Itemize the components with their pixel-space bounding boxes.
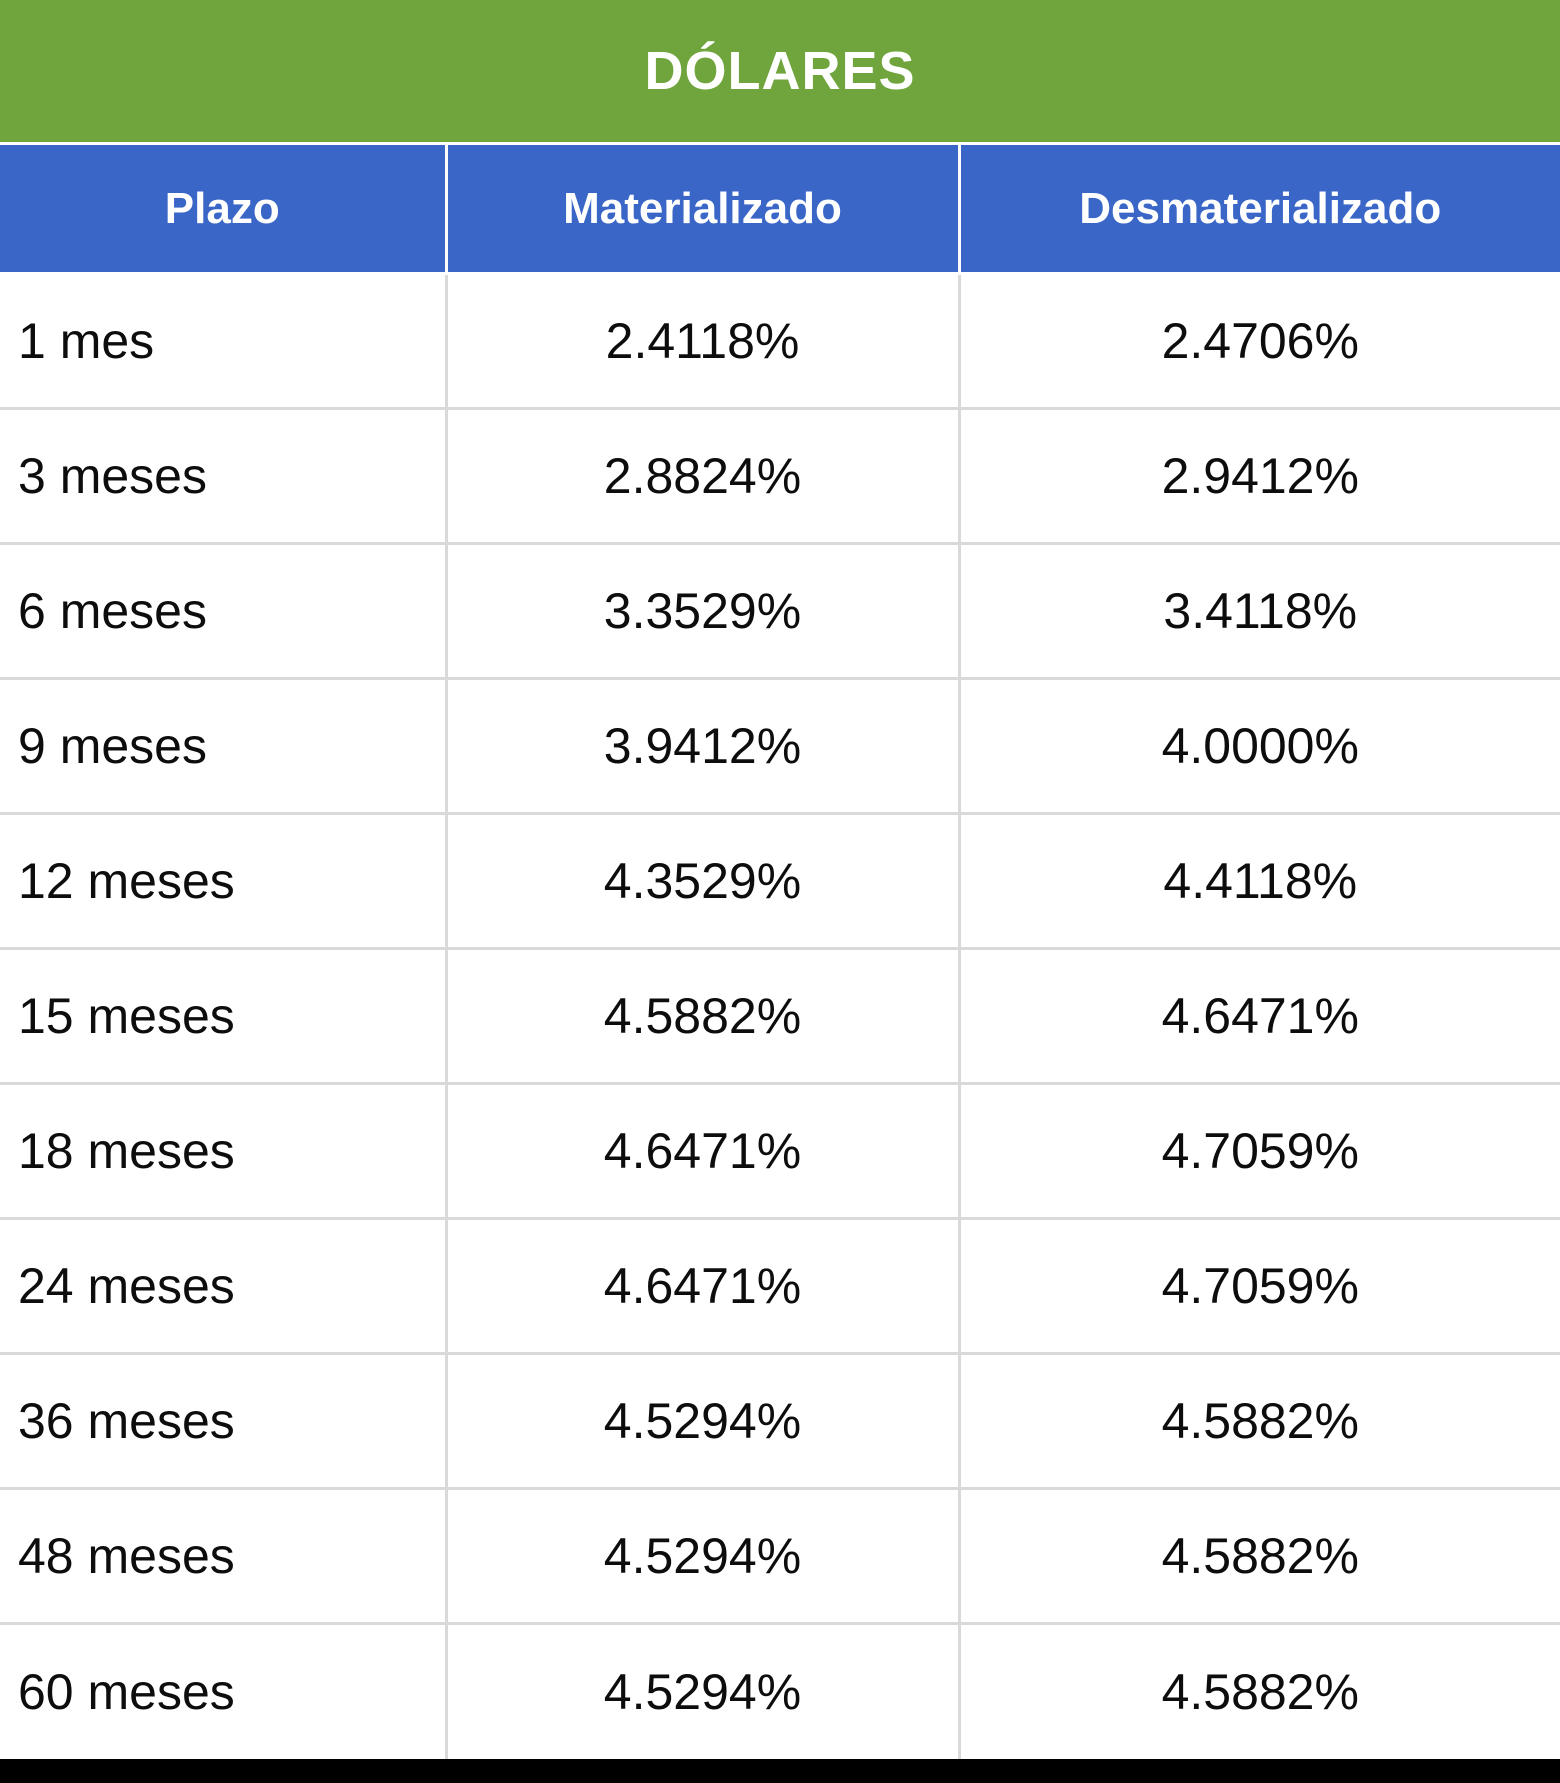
table-row bbox=[0, 1084, 1560, 1219]
cell-desmaterializado: 4.5882% bbox=[959, 1354, 1560, 1489]
cell-materializado: 4.6471% bbox=[446, 1219, 959, 1354]
cell-desmaterializado: 4.0000% bbox=[959, 679, 1560, 814]
cell-desmaterializado: 3.4118% bbox=[959, 544, 1560, 679]
table-row bbox=[0, 409, 1560, 544]
cell-desmaterializado: 4.6471% bbox=[959, 949, 1560, 1084]
table-title-header bbox=[0, 0, 1560, 144]
table-row bbox=[0, 1219, 1560, 1354]
cell-desmaterializado: 4.5882% bbox=[959, 1624, 1560, 1759]
cell-plazo: 3 meses bbox=[0, 409, 446, 544]
cell-desmaterializado: 4.5882% bbox=[959, 1489, 1560, 1624]
cell-materializado: 3.3529% bbox=[446, 544, 959, 679]
cell-plazo: 24 meses bbox=[0, 1219, 446, 1354]
cell-materializado: 4.3529% bbox=[446, 814, 959, 949]
column-header-desmaterializado: Desmaterializado bbox=[959, 144, 1560, 274]
cell-desmaterializado: 2.9412% bbox=[959, 409, 1560, 544]
column-header-materializado: Materializado bbox=[446, 144, 959, 274]
column-header-plazo: Plazo bbox=[0, 144, 446, 274]
cell-plazo: 48 meses bbox=[0, 1489, 446, 1624]
table-row bbox=[0, 274, 1560, 409]
cell-materializado: 4.6471% bbox=[446, 1084, 959, 1219]
cell-plazo: 6 meses bbox=[0, 544, 446, 679]
cell-plazo: 36 meses bbox=[0, 1354, 446, 1489]
table-row bbox=[0, 814, 1560, 949]
cell-materializado: 4.5294% bbox=[446, 1624, 959, 1759]
cell-desmaterializado: 4.4118% bbox=[959, 814, 1560, 949]
cell-plazo: 9 meses bbox=[0, 679, 446, 814]
cell-desmaterializado: 4.7059% bbox=[959, 1084, 1560, 1219]
cell-plazo: 60 meses bbox=[0, 1624, 446, 1759]
table-row bbox=[0, 544, 1560, 679]
table-title: DÓLARES bbox=[0, 0, 1560, 144]
table-row bbox=[0, 1489, 1560, 1624]
cell-materializado: 4.5294% bbox=[446, 1354, 959, 1489]
cell-plazo: 1 mes bbox=[0, 274, 446, 409]
cell-materializado: 3.9412% bbox=[446, 679, 959, 814]
table-row bbox=[0, 1624, 1560, 1759]
cell-plazo: 18 meses bbox=[0, 1084, 446, 1219]
table-row bbox=[0, 1354, 1560, 1489]
cell-desmaterializado: 2.4706% bbox=[959, 274, 1560, 409]
table-body bbox=[0, 274, 1560, 1759]
table-row bbox=[0, 949, 1560, 1084]
cell-plazo: 12 meses bbox=[0, 814, 446, 949]
cell-materializado: 2.4118% bbox=[446, 274, 959, 409]
cell-desmaterializado: 4.7059% bbox=[959, 1219, 1560, 1354]
table-row bbox=[0, 679, 1560, 814]
cell-plazo: 15 meses bbox=[0, 949, 446, 1084]
cell-materializado: 4.5882% bbox=[446, 949, 959, 1084]
table-column-header bbox=[0, 144, 1560, 274]
cell-materializado: 4.5294% bbox=[446, 1489, 959, 1624]
cell-materializado: 2.8824% bbox=[446, 409, 959, 544]
